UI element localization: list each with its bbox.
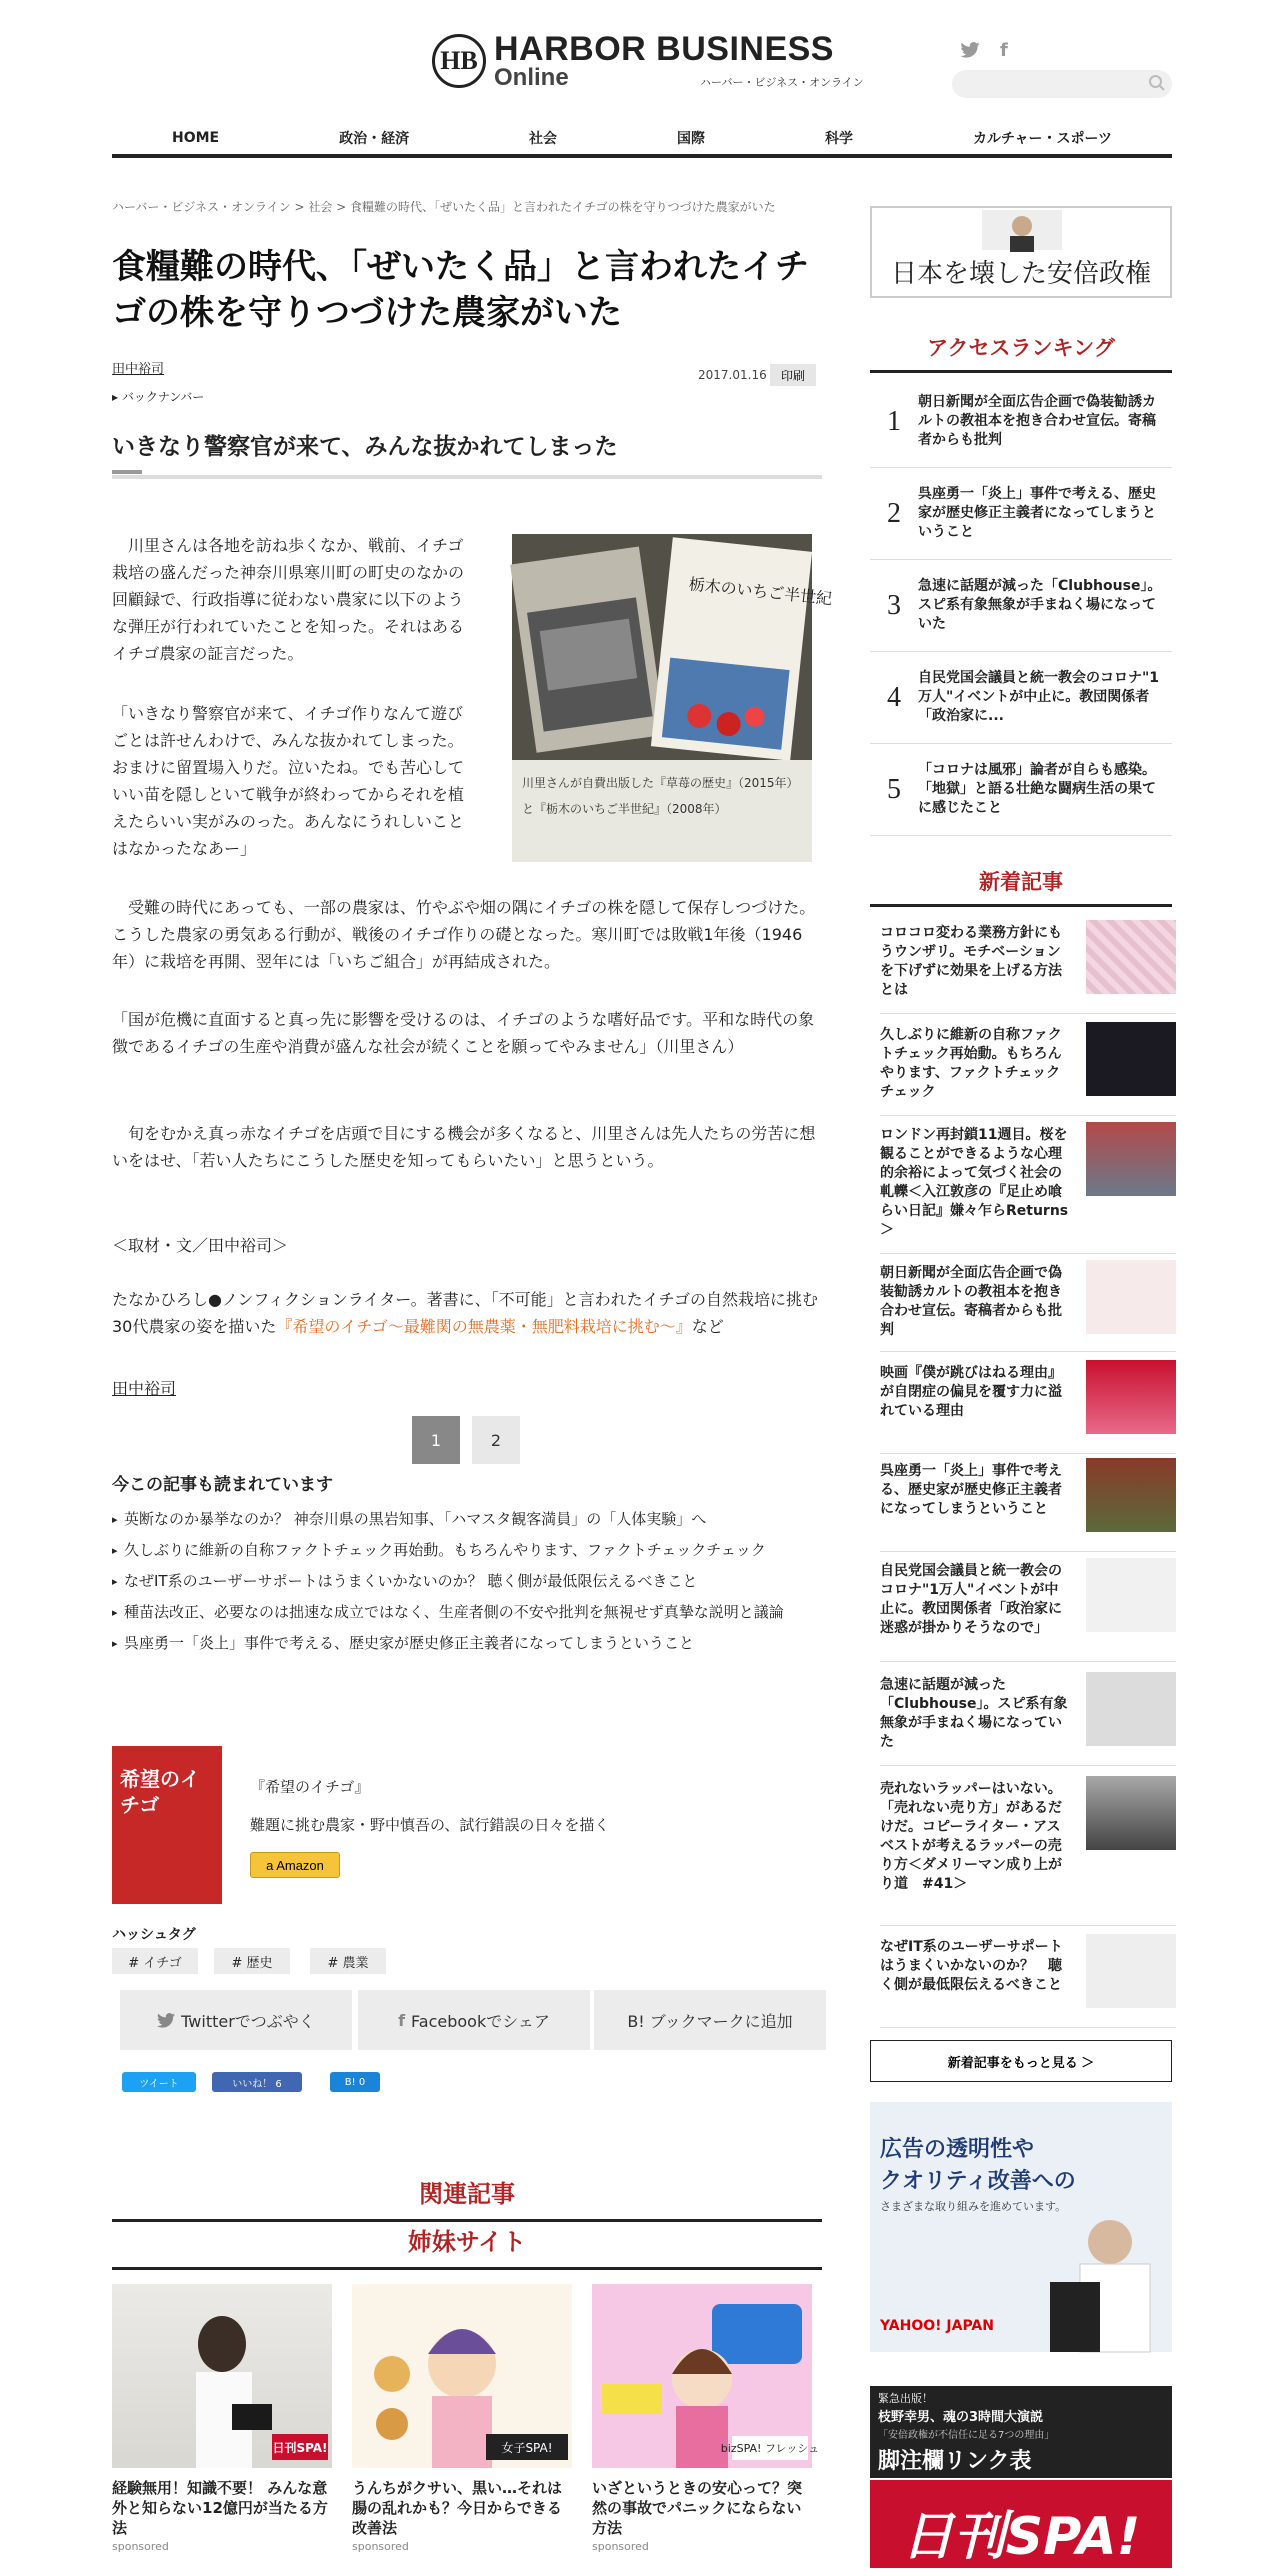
nav-international[interactable]: 国際 [677,131,706,147]
reading-item[interactable]: ▸ なぜIT系のユーザーサポートはうまくいかないのか？ 聴く側が最低限伝えるべきこと [112,1570,826,1593]
rank-headline: 呉座勇一「炎上」事件で考える、歴史家が歴史修正主義者になってしまうということ [918,486,1156,540]
sister-image-2[interactable] [352,2284,572,2468]
new-article-thumb [1086,1458,1176,1532]
paragraph-6: ＜取材・文／田中裕司＞ [112,1236,289,1255]
new-article-thumb [1086,1260,1176,1334]
book-cover-text: 希望のイチゴ [120,1767,200,1817]
new-article-thumb [1086,1672,1176,1746]
new-article-thumb [1086,1558,1176,1632]
rank-headline: 朝日新聞が全面広告企画で偽装勧誘カルトの教祖本を抱き合わせ宣伝。寄稿者からも批判 [918,394,1156,448]
article-photo [512,534,834,760]
nav-politics-economy[interactable]: 政治・経済 [339,131,410,147]
logo-mark-text: HB [440,46,478,75]
logo-subtitle: Online [494,64,569,91]
new-articles-title: 新着記事 [870,866,1172,907]
rank-number: 5 [887,773,901,805]
paragraph-1: 川里さんは各地を訪ね歩くなか、戦前、イチゴ栽培の盛んだった神奈川県寒川町の町史のなかの回顧録で、行政指導に従わない農家に以下のような弾圧が行われていたことを知った。それはあるイチゴ農家の証言だった。 [112,536,465,663]
spa-logo: 日刊SPA! [901,2507,1141,2567]
hashtag-agriculture[interactable]: # 農業 [310,1948,386,1974]
mini-tweet-button[interactable]: ツイート [122,2072,196,2092]
new-article-headline: なぜIT系のユーザーサポートはうまくいかないのか？ 聴く側が最低限伝えるべきこと [880,1939,1063,1993]
new-article-headline: 朝日新聞が全面広告企画で偽装勧誘カルトの教祖本を抱き合わせ宣伝。寄稿者からも批判 [880,1265,1062,1338]
nav-society[interactable]: 社会 [529,131,558,147]
related-title: 関連記事 [112,2174,822,2222]
logo-kana: ハーバー・ビジネス・オンライン [700,76,864,89]
new-article-thumb [1086,920,1176,994]
new-article-7[interactable] [880,1558,1176,1662]
new-article-headline: 呉座勇一「炎上」事件で考える、歴史家が歴史修正主義者になってしまうということ [880,1463,1062,1517]
share-hatena-button[interactable]: B! ブックマークに追加 [594,1990,826,2050]
new-article-9[interactable] [880,1776,1176,1926]
paragraph-5: 旬をむかえ真っ赤なイチゴを店頭で目にする機会が多くなると、川里さんは先人たちの労苦に想いをはせ、「若い人たちにこうした歴史を知ってもらいたい」と思うという。 [112,1124,816,1170]
sister-site-title: 姉妹サイト [112,2222,822,2270]
sponsored-label: sponsored [112,2540,169,2553]
new-article-thumb [1086,1122,1176,1196]
rank-number: 3 [887,589,901,621]
rank-headline: 「コロナは風邪」論者が自らも感染。「地獄」と語る壮絶な闘病生活の果てに感じたこと [918,762,1156,816]
photo-book-title: 栃木のいちご半世紀 [687,574,834,609]
mini-like-button[interactable]: いいね！ 6 [212,2072,302,2092]
share-facebook-label: Facebookでシェア [411,2011,550,2031]
author-link[interactable]: 田中裕司 [112,362,165,377]
sister-badge-2: 女子SPA! [501,2441,553,2455]
new-article-headline: ロンドン再封鎖11週目。桜を観ることができるような心理的余裕によって気づく社会の軋轢＜入江敦彦の『足止め喰らい日記』嫌々乍らReturns＞ [880,1127,1069,1238]
search-icon[interactable] [1148,74,1166,92]
reading-item[interactable]: ▸ 呉座勇一「炎上」事件で考える、歴史家が歴史修正主義者になってしまうということ [112,1632,826,1655]
ad-line-1: 広告の透明性や [880,2137,1035,2162]
more-new-articles-button[interactable]: 新着記事をもっと見る ＞ [870,2040,1172,2082]
share-twitter-button[interactable] [120,1990,352,2050]
author-link-bottom[interactable]: 田中裕司 [112,1379,177,1398]
new-article-thumb [1086,1934,1176,2008]
book-title: 『希望のイチゴ』 [250,1778,370,1796]
footnote-small: 緊急出版！ [878,2392,933,2405]
new-article-3[interactable] [880,1122,1176,1254]
logo-title[interactable]: HARBOR BUSINESS [494,30,834,68]
new-article-headline: 久しぶりに維新の自称ファクトチェック再始動。もちろんやります、ファクトチェックチェック [880,1027,1062,1100]
sister-image-1[interactable] [112,2284,332,2468]
logo-mark[interactable] [432,34,486,88]
breadcrumb[interactable]: ハーバー・ビジネス・オンライン > 社会 > 食糧難の時代、「ぜいたく品」と言われたイチゴの株を守りつづけた農家がいた [112,200,776,214]
paragraph-2: 「いきなり警察官が来て、イチゴ作りなんて遊びごとは許せんわけで、みんな抜かれてしまった。おまけに留置場入りだ。泣いたね。でも苦心していい苗を隠しといて戦争が終わってからそれを植えたらいい実がみのった。あんなにうれしいことはなかったなあー」 [112,704,465,858]
pagination-page-2[interactable]: 2 [472,1416,520,1464]
reading-item[interactable]: ▸ 英断なのか暴挙なのか？ 神奈川県の黒岩知事、「ハマスタ観客満員」の「人体実験」へ [112,1508,826,1531]
new-article-4[interactable] [880,1260,1176,1352]
search-input[interactable] [952,70,1172,98]
nav-home[interactable]: HOME [171,130,220,146]
reading-list [112,1508,826,1663]
sponsored-label: sponsored [352,2540,409,2553]
new-article-5[interactable] [880,1360,1176,1454]
ranking-title: アクセスランキング [870,332,1172,373]
ad-line-2: クオリティ改善への [880,2169,1076,2194]
sister-image-3[interactable] [592,2284,820,2468]
new-article-thumb [1086,1776,1176,1850]
sister-headline-3[interactable]: いざというときの安心って？突然の事故でパニックにならない方法 [592,2479,803,2537]
spa-banner[interactable] [870,2480,1172,2568]
share-twitter-label: Twitterでつぶやく [181,2011,315,2031]
nav-culture-sports[interactable]: カルチャー・スポーツ [972,131,1112,147]
rank-number: 4 [887,681,901,713]
reading-item[interactable]: ▸ 久しぶりに維新の自称ファクトチェック再始動。もちろんやります、ファクトチェックチェック [112,1539,826,1562]
print-button[interactable]: 印刷 [770,364,816,386]
banner-abe[interactable] [870,206,1172,298]
author-bio [112,1286,822,1340]
yahoo-logo: YAHOO! JAPAN [880,2318,994,2334]
new-article-6[interactable] [880,1458,1176,1552]
sister-headline-1[interactable]: 経験無用！知識不要！ みんな意外と知らない12億円が当たる方法 [112,2479,328,2537]
ranking-item-1[interactable] [870,376,1172,468]
reading-section-title: 今この記事も読まれています [112,1475,333,1495]
footnote-headline: 枝野幸男、魂の3時間大演説 [878,2410,1044,2425]
facebook-icon[interactable]: f [1000,40,1008,61]
mini-hatena-button[interactable]: B! 0 [330,2072,380,2092]
ranking-item-3[interactable] [870,560,1172,652]
new-article-headline: 自民党国会議員と統一教会のコロナ"1万人"イベントが中止に。教団関係者「政治家に迷惑が掛かりそうなので」 [880,1563,1062,1636]
paragraph-4: 「国が危機に直面すると真っ先に影響を受けるのは、イチゴのような嗜好品です。平和な時代の象徴であるイチゴの生産や消費が盛んな社会が続くことを願ってやみません」（川里さん） [112,1010,815,1056]
new-article-headline: コロコロ変わる業務方針にもうウンザリ。モチベーションを下げずに効果を上げる方法とは [880,925,1062,998]
article-subtitle: いきなり警察官が来て、みんな抜かれてしまった [112,428,822,479]
rank-headline: 急速に話題が減った「Clubhouse」。スピ系有象無象が手まねく場になっていた [918,578,1162,632]
rank-number: 2 [887,497,901,529]
new-article-1[interactable] [880,920,1176,1014]
new-article-10[interactable] [880,1934,1176,2028]
hashtag-strawberry[interactable]: # イチゴ [112,1948,198,1974]
bio-text: たなかひろし●ノンフィクションライター。著書に、「不可能」と言われたイチゴの自然栽培に挑む30代農家の姿を描いた [112,1290,818,1336]
share-facebook-button[interactable] [358,1990,590,2050]
facebook-icon: f [398,2010,406,2030]
new-article-headline: 急速に話題が減った「Clubhouse」。スピ系有象無象が手まねく場になっていた [880,1677,1068,1750]
footnote-title: 脚注欄リンク表 [878,2449,1032,2474]
book-cover[interactable] [112,1746,222,1904]
hashtag-history[interactable]: # 歴史 [214,1948,290,1974]
bio-text-end: など [691,1317,724,1336]
backnumber-link[interactable]: ▸ バックナンバー [112,390,205,404]
footnote-banner[interactable] [870,2386,1172,2478]
ranking-item-2[interactable] [870,468,1172,560]
pagination-page-1[interactable]: 1 [412,1416,460,1464]
ranking-item-5[interactable] [870,744,1172,836]
page-title: 食糧難の時代、「ぜいたく品」と言われたイチゴの株を守りつづけた農家がいた [112,247,809,333]
book-link[interactable]: 『希望のイチゴ～最難関の無農薬・無肥料栽培に挑む～』 [276,1317,692,1336]
sponsored-label: sponsored [592,2540,649,2553]
new-article-thumb [1086,1360,1176,1434]
new-article-8[interactable] [880,1672,1176,1766]
twitter-icon[interactable] [960,42,980,58]
new-article-thumb [1086,1022,1176,1096]
amazon-button[interactable]: a Amazon [250,1852,340,1878]
rank-number: 1 [887,405,901,437]
new-article-headline: 映画『僕が跳びはねる理由』が自閉症の偏見を覆す力に溢れている理由 [880,1365,1062,1419]
subtitle-accent [112,470,142,474]
main-nav [112,122,1172,158]
reading-item[interactable]: ▸ 種苗法改正、必要なのは拙速な成立ではなく、生産者側の不安や批判を無視せず真摯な説明と議論 [112,1601,826,1624]
twitter-icon [157,2013,175,2028]
footnote-subline: 「安倍政権が不信任に足る7つの理由」 [878,2430,1055,2441]
sister-badge-3: bizSPA! フレッシュ [720,2442,820,2455]
book-description: 難題に挑む農家・野中慎吾の、試行錯誤の日々を描く [250,1816,610,1834]
new-article-headline: 売れないラッパーはいない。「売れない売り方」があるだけだ。コピーライター・アスベストが考えるラッパーの売り方＜ダメリーマン成り上がり道 #41＞ [880,1781,1062,1892]
hashtag-label: ハッシュタグ [112,1927,196,1943]
photo-caption: 川里さんが自費出版した『草苺の歴史』（2015年）と『栃木のいちご半世紀』（2008年） [522,776,799,816]
sister-headline-2[interactable]: うんちがクサい、黒い…それは腸の乱れかも？今日からできる改善法 [352,2479,563,2537]
yahoo-ad-banner[interactable] [870,2102,1172,2352]
sister-badge-1: 日刊SPA! [272,2441,328,2455]
paragraph-3: 受難の時代にあっても、一部の農家は、竹やぶや畑の隅にイチゴの株を隠して保存しつづけた。こうした農家の勇気ある行動が、戦後のイチゴ作りの礎となった。寒川町では敗戦1年後（1946年）に栽培を再開、翌年には「いちご組合」が再結成された。 [112,898,816,971]
banner-abe-text: 日本を壊した安倍政権 [890,259,1152,289]
publish-date: 2017.01.16 [698,368,767,382]
ranking-item-4[interactable] [870,652,1172,744]
nav-science[interactable]: 科学 [824,131,853,147]
new-article-2[interactable] [880,1022,1176,1116]
rank-headline: 自民党国会議員と統一教会のコロナ"1万人"イベントが中止に。教団関係者「政治家に... [918,670,1160,724]
ad-line-3: さまざまな取り組みを進めています。 [880,2200,1067,2213]
